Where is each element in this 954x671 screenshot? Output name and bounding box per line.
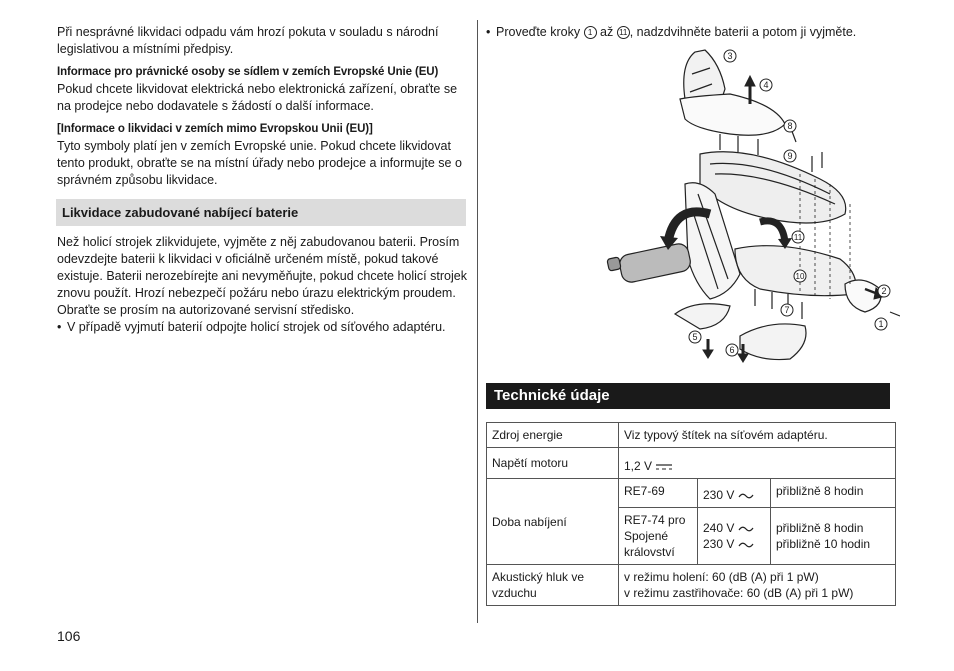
noise-value-cell — [619, 565, 896, 606]
ac-symbol-icon — [738, 541, 754, 549]
table-row — [487, 448, 896, 479]
noise-value-trimming: v režimu zastřihovače: 60 (dB (A) při 1 pW) — [624, 586, 854, 600]
motor-voltage-label: Napětí motoru — [487, 448, 619, 479]
model1-voltage-cell — [698, 479, 771, 508]
non-eu-paragraph: Tyto symboly platí jen v zemích Evropské unie. Pokud chcete likvidovat tento produkt, obraťte se na místní úřady nebo prodejce a informujte se o správném způsobu likvidace. — [57, 139, 462, 187]
model2-time-b: přibližně 10 hodin — [776, 537, 871, 551]
model-re7-74: RE7-74 pro Spojené království — [619, 508, 698, 565]
battery-paragraph: Než holicí strojek zlikvidujete, vyjměte z něj zabudovanou baterii. Prosím odevzdejte baterii k likvidaci v oficiálně určeném místě, pokud takové existuje. Baterii nerozebírejte ani nevyměňujte, pokud chcete holicí strojek znovu použít. Hrozí nebezpečí požáru nebo úrazu elektrickým proudem. — [57, 235, 467, 300]
dc-symbol-icon — [655, 463, 673, 471]
figure-label-10 — [794, 270, 806, 282]
model2-time-a: přibližně 8 hodin — [776, 521, 864, 535]
right-column — [486, 24, 896, 41]
figure-label-6 — [726, 344, 738, 356]
svg-text:4: 4 — [763, 80, 769, 90]
figure-label-7 — [781, 304, 793, 316]
eu-heading: Informace pro právnické osoby se sídlem v zemích Evropské Unie (EU) — [57, 66, 439, 78]
svg-text:11: 11 — [793, 233, 803, 242]
ac-symbol-icon — [738, 492, 754, 500]
svg-text:1: 1 — [878, 319, 884, 329]
step-from-number: 1 — [584, 26, 597, 39]
non-eu-heading: [Informace o likvidaci v zemích mimo Evropskou Unii (EU)] — [57, 123, 373, 135]
eu-paragraph: Pokud chcete likvidovat elektrická nebo elektronická zařízení, obraťte se na prodejce nebo dodavatele s žádostí o další informace. — [57, 82, 458, 113]
svg-text:10: 10 — [795, 272, 805, 281]
svg-text:2: 2 — [881, 286, 887, 296]
power-source-label: Zdroj energie — [487, 423, 619, 448]
noise-label: Akustický hluk ve vzduchu — [487, 565, 619, 606]
noise-value-shaving: v režimu holení: 60 (dB (A) při 1 pW) — [624, 570, 819, 584]
power-source-value: Viz typový štítek na síťovém adaptéru. — [619, 423, 896, 448]
step-post: , nadzdvihněte baterii a potom ji vyjměte. — [629, 25, 857, 39]
battery-bullet: • V případě vyjmutí baterií odpojte holicí strojek od síťového adaptéru. — [57, 319, 467, 336]
intro-paragraph: Při nesprávné likvidaci odpadu vám hrozí pokuta v souladu s národní legislativou a místními předpisy. — [57, 25, 439, 56]
table-row — [487, 565, 896, 606]
figure-label-5 — [689, 331, 701, 343]
figure-label-11 — [792, 231, 804, 243]
svg-text:3: 3 — [727, 51, 733, 61]
figure-label-3 — [724, 50, 736, 62]
svg-text:6: 6 — [729, 345, 735, 355]
step-mid: až — [596, 25, 617, 39]
svg-text:7: 7 — [784, 305, 790, 315]
motor-voltage-value: 1,2 V — [624, 459, 653, 473]
model2-voltage-cell — [698, 508, 771, 565]
figure-label-4 — [760, 79, 772, 91]
svg-text:8: 8 — [787, 121, 793, 131]
ac-symbol-icon — [738, 525, 754, 533]
model2-voltage-b: 230 V — [703, 537, 735, 551]
model-re7-69: RE7-69 — [619, 479, 698, 508]
tech-spec-table — [486, 422, 896, 606]
figure-label-2 — [878, 285, 890, 297]
service-paragraph: Obraťte se prosím na autorizované servisní středisko. — [57, 303, 355, 317]
figure-label-9 — [784, 150, 796, 162]
svg-text:9: 9 — [787, 151, 793, 161]
figure-label-1 — [875, 318, 887, 330]
step-to-number: 11 — [617, 26, 630, 39]
motor-voltage-cell — [619, 448, 896, 479]
svg-text:5: 5 — [692, 332, 698, 342]
charging-time-label: Doba nabíjení — [487, 479, 619, 565]
figure-label-8 — [784, 120, 796, 132]
shaver-disassembly-illustration — [600, 44, 900, 364]
model1-voltage: 230 V — [703, 488, 735, 502]
model1-time: přibližně 8 hodin — [771, 479, 896, 508]
column-divider — [477, 20, 478, 623]
removal-step-bullet — [486, 24, 896, 41]
page-number: 106 — [57, 628, 81, 644]
table-row — [487, 423, 896, 448]
step-pre: Proveďte kroky — [496, 25, 584, 39]
model2-voltage-a: 240 V — [703, 521, 735, 535]
tech-data-heading: Technické údaje — [486, 383, 890, 409]
table-row — [487, 479, 896, 508]
battery-section-heading: Likvidace zabudované nabíjecí baterie — [56, 199, 466, 226]
left-column — [57, 24, 467, 336]
model2-time-cell — [771, 508, 896, 565]
